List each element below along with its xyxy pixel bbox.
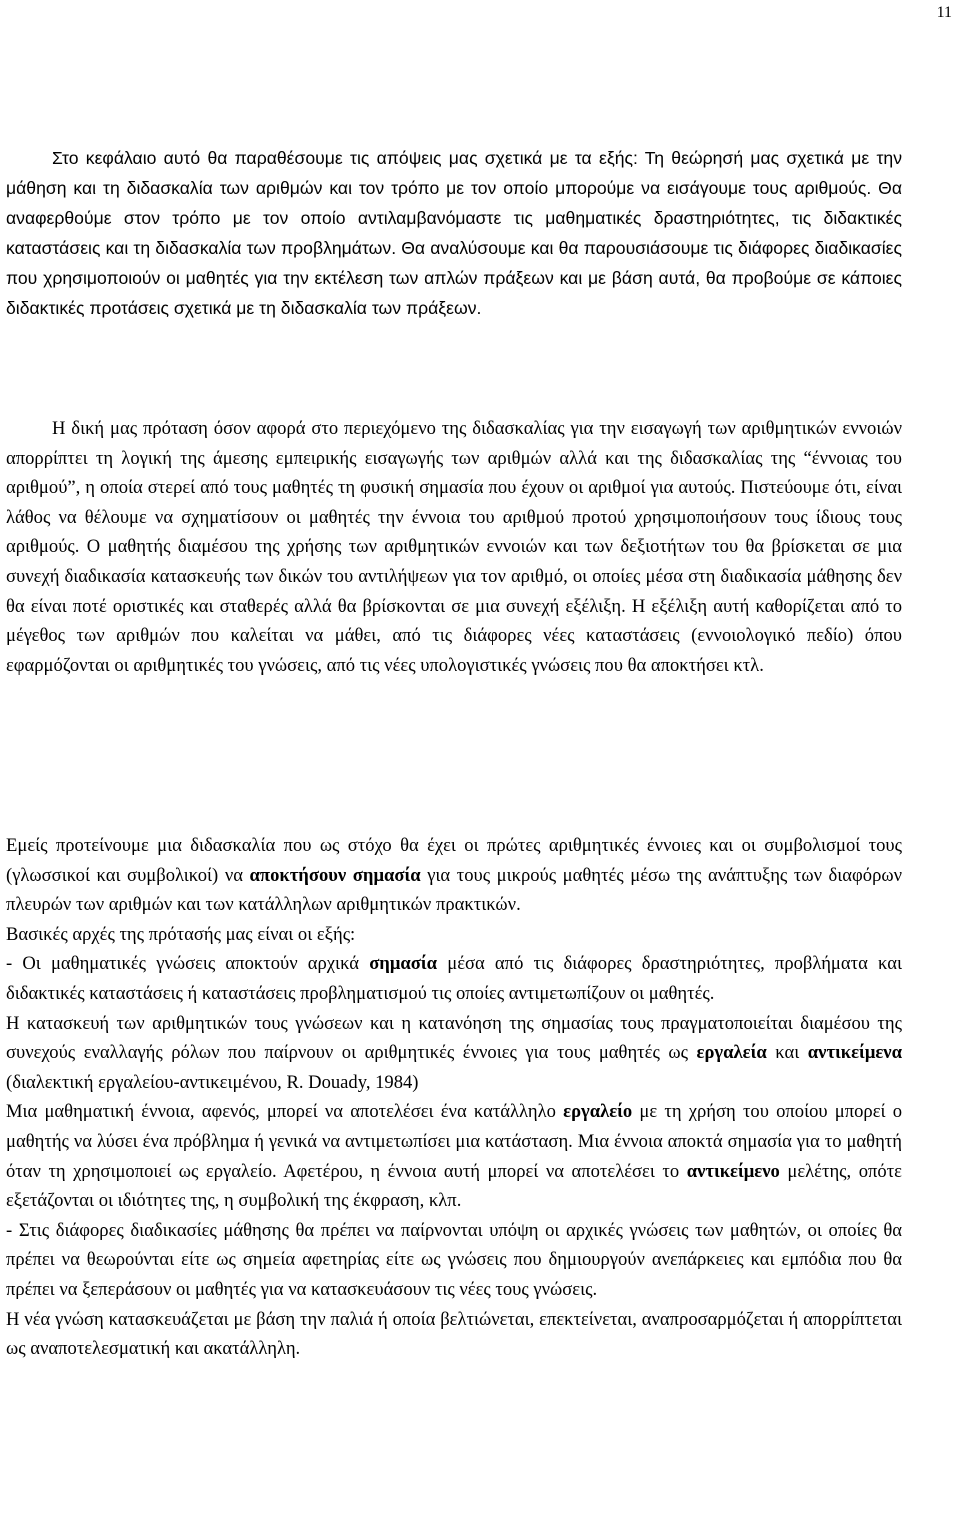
paragraph-tool-object xyxy=(6,1009,902,1098)
paragraph-concept-tool xyxy=(6,1097,902,1215)
bold-term: αποκτήσουν σημασία xyxy=(249,864,421,886)
text-span: για τους μικρούς μαθητές μέσω της ανάπτυξης των διαφόρων πλευρών των αριθμών και των κατάλληλων αριθμητικών πρακτικών. xyxy=(6,864,902,916)
paragraph-principle-2: - Στις διάφορες διαδικασίες μάθησης θα πρέπει να παίρνονται υπόψη οι αρχικές γνώσεις των μαθητών, οι οποίες θα πρέπει να θεωρούνται είτε ως σημεία αφετηρίας είτε ως γνώσεις που δημιουργούν ανεπάρκειες και εμπόδια που θα πρέπει να ξεπεράσουν οι μαθητές για να κατασκευάσουν τις νέες τους γνώσεις. xyxy=(6,1219,902,1300)
bold-term: εργαλεία xyxy=(696,1042,767,1064)
paragraph-teaching-goal xyxy=(6,831,902,920)
text-span: - Οι μαθηματικές γνώσεις αποκτούν αρχικά xyxy=(6,953,370,975)
text-span: Η κατασκευή των αριθμητικών τους γνώσεων και η κατανόηση της σημασίας τους πραγματοποιείται διαμέσου της συνεχούς εναλλαγής ρόλων που παίρνουν οι αριθμητικές έννοιες για τους μαθητές ως xyxy=(6,1012,902,1064)
intro-section xyxy=(6,143,902,323)
bold-term: εργαλείο xyxy=(563,1101,633,1123)
text-span: με τη χρήση του οποίου μπορεί ο μαθητής να λύσει ένα πρόβλημα ή γενικά να αντιμετωπίσει μια κατάσταση. Μια έννοια αποκτά σημασία για το μαθητή όταν τη χρησιμοποιεί ως εργαλείο. Αφετέρου, η έννοια αυτή μπορεί να αποτελέσει το xyxy=(6,1101,902,1182)
proposal-section xyxy=(6,414,902,680)
text-span: Μια μαθηματική έννοια, αφενός, μπορεί να αποτελέσει ένα κατάλληλο xyxy=(6,1101,564,1123)
paragraph-principles-heading: Βασικές αρχές της πρότασής μας είναι οι εξής: xyxy=(6,923,356,945)
paragraph-proposal: Η δική μας πρόταση όσον αφορά στο περιεχόμενο της διδασκαλίας για την εισαγωγή των αριθμητικών εννοιών απορρίπτει τη λογική της άμεσης εμπειρικής εισαγωγής των αριθμών αλλά και της διδασκαλίας της “έννοιας του αριθμού”, η οποία στερεί από τους μαθητές τη φυσική σημασία που έχουν οι αριθμοί για αυτούς. Πιστεύουμε ότι, είναι λάθος να θέλουμε να σχηματίσουν οι μαθητές την έννοια του αριθμού προτού χρησιμοποιήσουν τους ίδιους τους αριθμούς. Ο μαθητής διαμέσου της χρήσης των αριθμητικών εννοιών και των δεξιοτήτων του θα βρίσκεται σε μια συνεχή διαδικασία κατασκευής των δικών του αντιλήψεων για τον αριθμό, οι οποίες μέσα στη διαδικασία μάθησης δεν θα είναι ποτέ οριστικές και σταθερές αλλά θα βρίσκονται σε μια συνεχή εξέλιξη. Η εξέλιξη αυτή καθορίζεται από το μέγεθος των αριθμών που καλείται να μάθει, από τις διάφορες νέες καταστάσεις (εννοιολογικό πεδίο) όπου εφαρμόζονται οι αριθμητικές του γνώσεις, από τις νέες υπολογιστικές γνώσεις που θα αποκτήσει κτλ. xyxy=(6,418,902,676)
paragraph-new-knowledge: Η νέα γνώση κατασκευάζεται με βάση την παλιά ή οποία βελτιώνεται, επεκτείνεται, αναπροσαρμόζεται ή απορρίπτεται ως αναποτελεσματική και ακατάλληλη. xyxy=(6,1308,902,1360)
text-span: μέσα από τις διάφορες δραστηριότητες, προβλήματα και διδακτικές καταστάσεις ή καταστάσεις προβληματισμού τις οποίες αντιμετωπίζουν οι μαθητές. xyxy=(6,953,902,1004)
bold-term: αντικείμενο xyxy=(686,1160,780,1182)
bold-term: σημασία xyxy=(369,953,438,975)
text-span: (διαλεκτική εργαλείου-αντικειμένου, R. Douady, 1984) xyxy=(6,1071,419,1093)
text-span: και xyxy=(766,1042,808,1064)
text-span: μελέτης, οπότε εξετάζονται οι ιδιότητες της, η συμβολική της έκφραση, κλπ. xyxy=(6,1160,902,1212)
text-span: Εμείς προτείνουμε μια διδασκαλία που ως στόχο θα έχει οι πρώτες αριθμητικές έννοιες και οι συμβολισμοί τους (γλωσσικοί και συμβολικοί) να xyxy=(6,835,902,886)
principles-section xyxy=(6,831,902,1364)
paragraph-principle-1 xyxy=(6,949,902,1008)
page-number: 11 xyxy=(936,4,952,21)
bold-term: αντικείμενα xyxy=(807,1042,902,1064)
paragraph-intro: Στο κεφάλαιο αυτό θα παραθέσουμε τις απόψεις μας σχετικά με τα εξής: Τη θεώρησή μας σχετικά με την μάθηση και τη διδασκαλία των αριθμών και τον τρόπο με τον οποίο μπορούμε να εισάγουμε τους αριθμούς. Θα αναφερθούμε στον τρόπο με τον οποίο αντιλαμβανόμαστε τις μαθηματικές δραστηριότητες, τις διδακτικές καταστάσεις και τη διδασκαλία των προβλημάτων. Θα αναλύσουμε και θα παρουσιάσουμε τις διάφορες διαδικασίες που χρησιμοποιούν οι μαθητές για την εκτέλεση των απλών πράξεων και με βάση αυτά, θα προβούμε σε κάποιες διδακτικές προτάσεις σχετικά με τη διδασκαλία των πράξεων. xyxy=(6,148,902,318)
